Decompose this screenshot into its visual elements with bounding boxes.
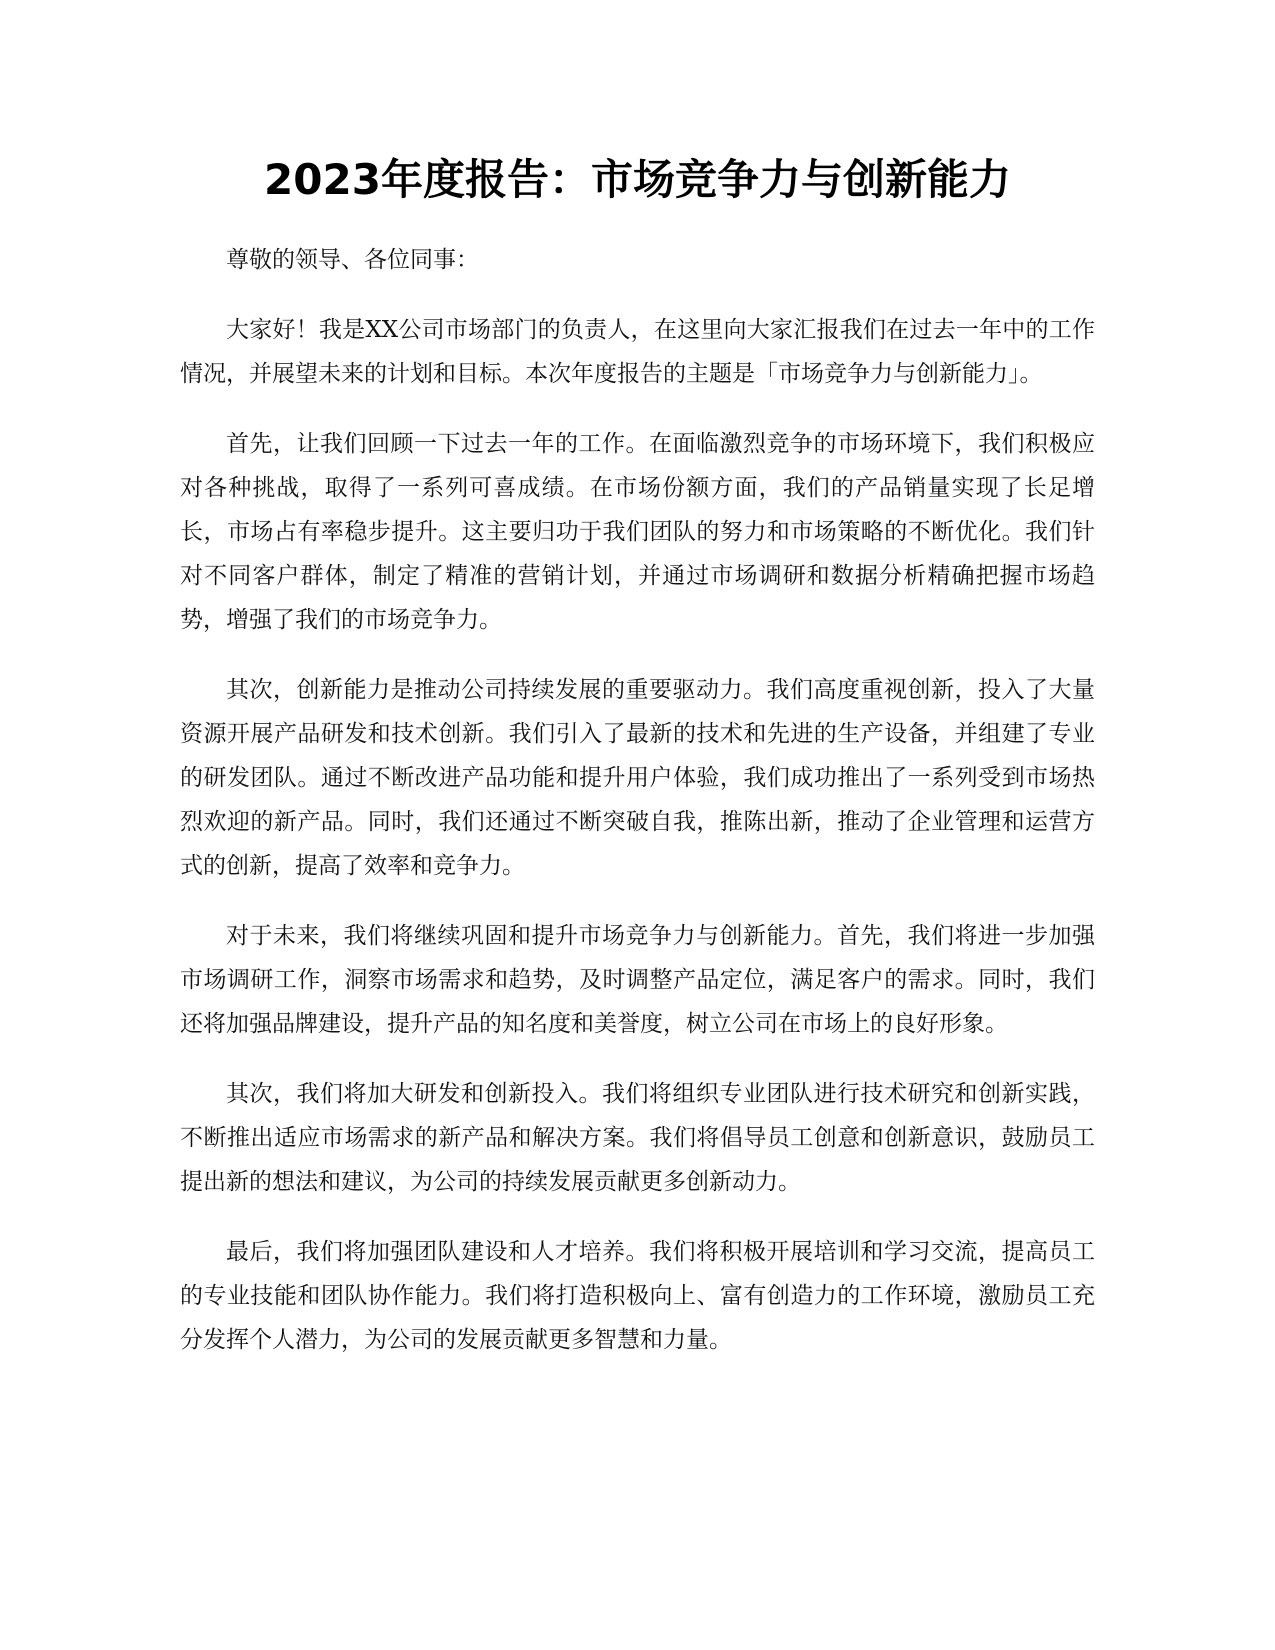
document-body [180,238,1095,1388]
paragraph-review-market: 首先，让我们回顾一下过去一年的工作。在面临激烈竞争的市场环境下，我们积极应对各种挑战，取得了一系列可喜成绩。在市场份额方面，我们的产品销量实现了长足增长，市场占有率稳步提升。这主要归功于我们团队的努力和市场策略的不断优化。我们针对不同客户群体，制定了精准的营销计划，并通过市场调研和数据分析精确把握市场趋势，增强了我们的市场竞争力。 [180,431,1095,633]
paragraph-future-team: 最后，我们将加强团队建设和人才培养。我们将积极开展培训和学习交流，提高员工的专业技能和团队协作能力。我们将打造积极向上、富有创造力的工作环境，激励员工充分发挥个人潜力，为公司的发展贡献更多智慧和力量。 [180,1239,1095,1353]
document-title: 2023年度报告：市场竞争力与创新能力 [264,155,1011,204]
paragraph-future-market: 对于未来，我们将继续巩固和提升市场竞争力与创新能力。首先，我们将进一步加强市场调研工作，洞察市场需求和趋势，及时调整产品定位，满足客户的需求。同时，我们还将加强品牌建设，提升产品的知名度和美誉度，树立公司在市场上的良好形象。 [180,923,1095,1037]
paragraph-innovation: 其次，创新能力是推动公司持续发展的重要驱动力。我们高度重视创新，投入了大量资源开展产品研发和技术创新。我们引入了最新的技术和先进的生产设备，并组建了专业的研发团队。通过不断改进产品功能和提升用户体验，我们成功推出了一系列受到市场热烈欢迎的新产品。同时，我们还通过不断突破自我，推陈出新，推动了企业管理和运营方式的创新，提高了效率和竞争力。 [180,677,1095,879]
paragraph-introduction: 大家好！我是XX公司市场部门的负责人，在这里向大家汇报我们在过去一年中的工作情况，并展望未来的计划和目标。本次年度报告的主题是「市场竞争力与创新能力」。 [180,317,1095,387]
paragraph-salutation: 尊敬的领导、各位同事： [226,247,479,273]
paragraph-future-rd: 其次，我们将加大研发和创新投入。我们将组织专业团队进行技术研究和创新实践，不断推出适应市场需求的新产品和解决方案。我们将倡导员工创意和创新意识，鼓励员工提出新的想法和建议，为公司的持续发展贡献更多创新动力。 [180,1081,1095,1195]
